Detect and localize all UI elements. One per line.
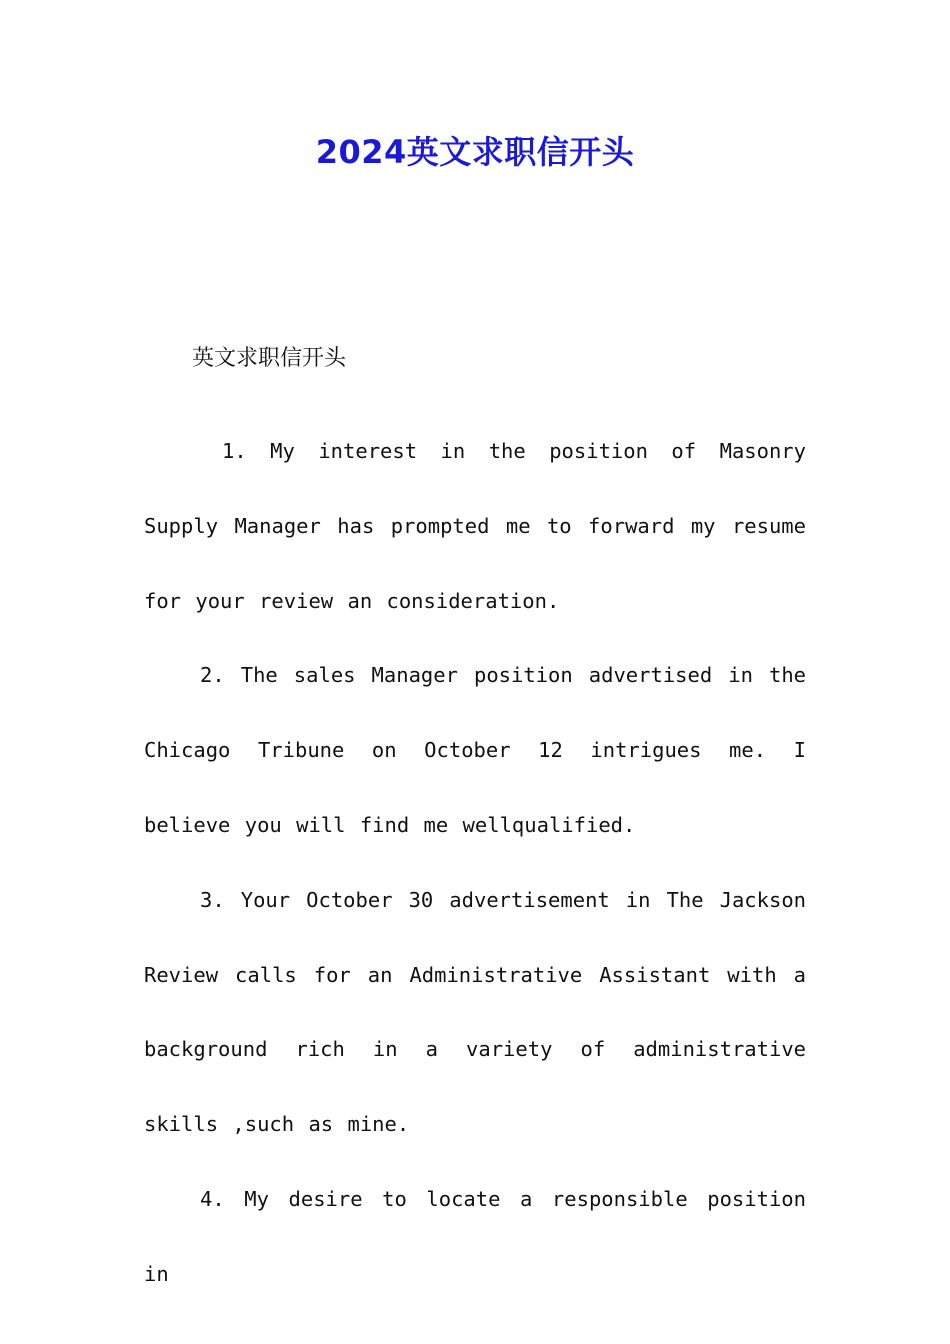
paragraph-3: 3. Your October 30 advertisement in The Jackson Review calls for an Administrative Assistant with a background rich in a variety of administrative skills ,such as mine.	[144, 887, 806, 1137]
paragraph-1: 1. My interest in the position of Masonry Supply Manager has prompted me to forward my resume for your review an consideration.	[144, 439, 806, 613]
paragraph-4: 4. My desire to locate a responsible position in	[144, 1186, 806, 1286]
section-heading: 英文求职信开头	[192, 346, 347, 371]
paragraph-2: 2. The sales Manager position advertised in the Chicago Tribune on October 12 intrigues me. I believe you will find me wellqualified.	[144, 663, 806, 837]
document-title: 2024英文求职信开头	[315, 133, 635, 171]
document-body	[144, 414, 806, 1312]
